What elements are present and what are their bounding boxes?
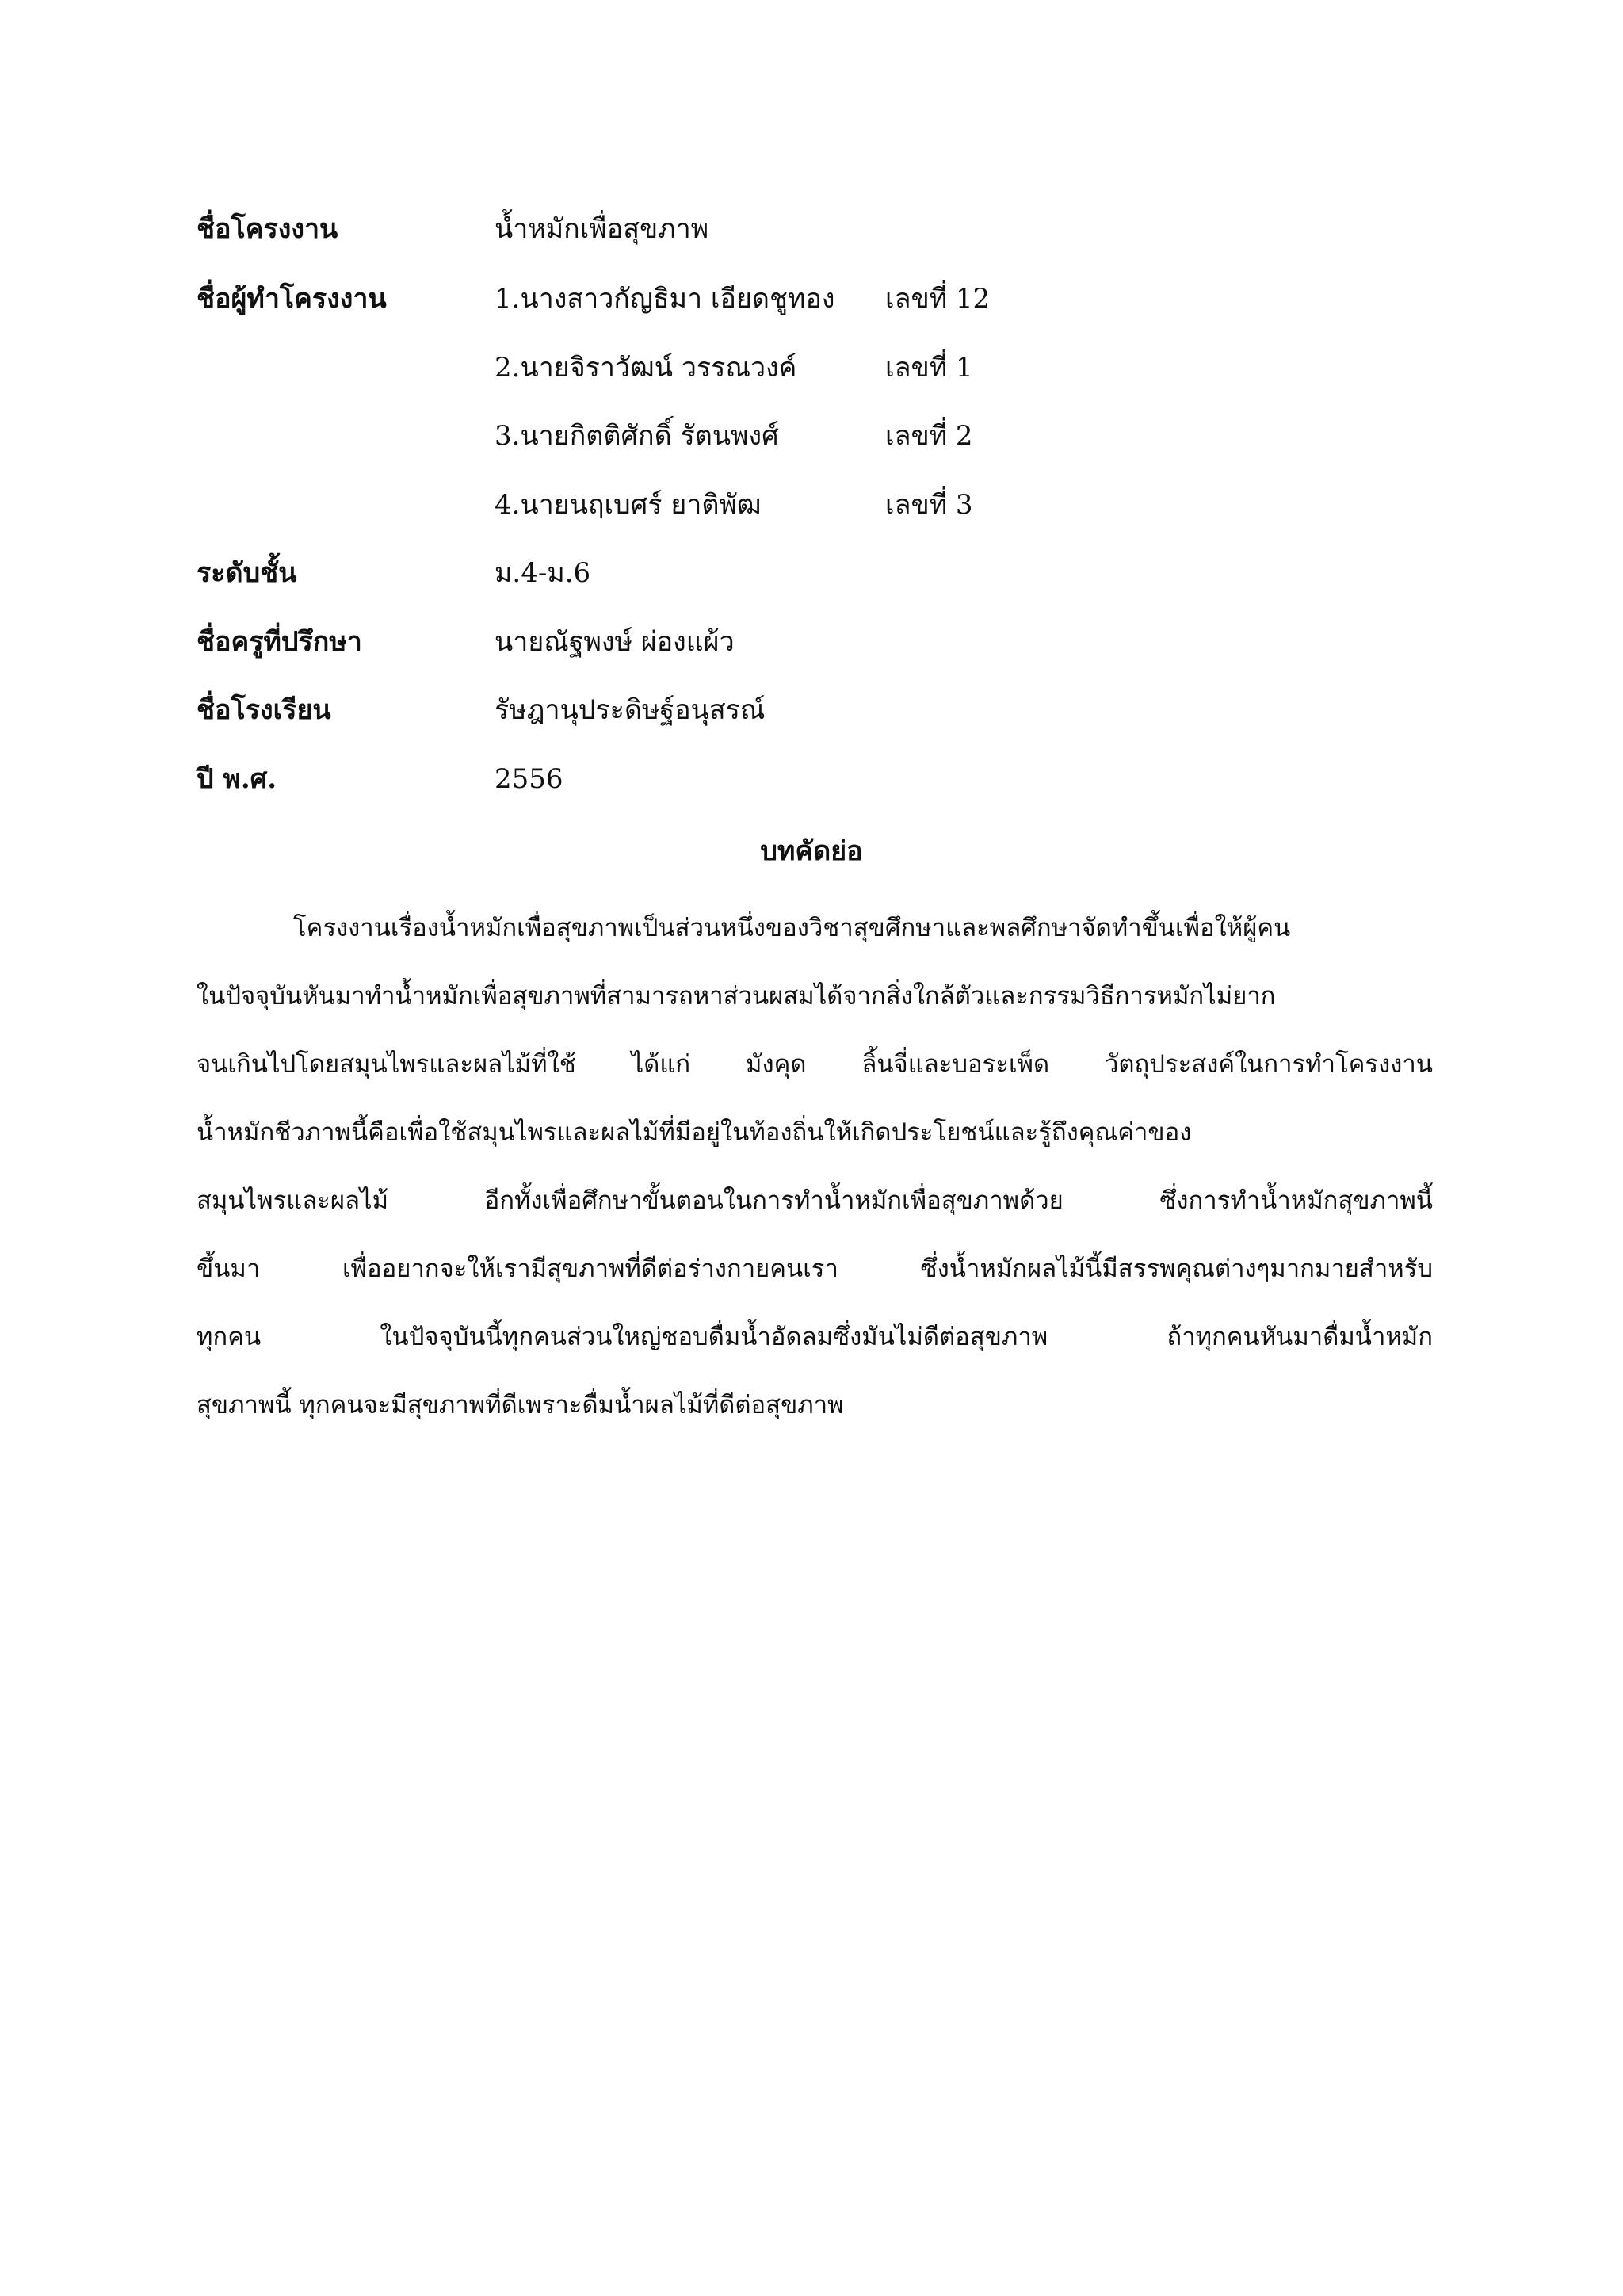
member-number: เลขที่ 2 (885, 420, 973, 452)
member-3 (495, 420, 973, 452)
member-4 (495, 489, 973, 521)
abstract-line: ในปัจจุบันหันมาทำน้ำหมักเพื่อสุขภาพที่สามารถหาส่วนผสมได้จากสิ่งใกล้ตัวและกรรมวิธีการหมักไม่ยาก (197, 982, 1276, 1010)
abstract-line: น้ำหมักชีวภาพนี้คือเพื่อใช้สมุนไพรและผลไม้ที่มีอยู่ในท้องถิ่นให้เกิดประโยชน์และรู้ถึงคุณค่าของ (197, 1118, 1192, 1147)
member-1 (495, 283, 991, 315)
abstract-title: บทคัดย่อ (760, 835, 863, 867)
year-label: ปี พ.ศ. (197, 763, 277, 795)
members-row-3 (197, 404, 1433, 468)
school-value: รัษฎานุประดิษฐ์อนุสรณ์ (495, 694, 766, 726)
members-row-1 (197, 267, 1433, 330)
abstract-line: ขึ้นมา เพื่ออยากจะให้เรามีสุขภาพที่ดีต่อร่างกายคนเรา ซึ่งน้ำหมักผลไม้นี้มีสรรพคุณต่างๆมากมายสำหรับ (197, 1255, 1433, 1283)
advisor-value: นายณัฐพงษ์ ผ่องแผ้ว (495, 626, 735, 658)
members-row-4 (197, 473, 1433, 537)
abstract-line: โครงงานเรื่องน้ำหมักเพื่อสุขภาพเป็นส่วนหนึ่งของวิชาสุขศึกษาและพลศึกษาจัดทำขึ้นเพื่อให้ผู้คน (293, 914, 1291, 942)
project-title-value: น้ำหมักเพื่อสุขภาพ (495, 213, 709, 245)
year-row (197, 747, 1433, 811)
school-label: ชื่อโรงเรียน (197, 694, 331, 726)
member-name: 3.นายกิตติศักดิ์ รัตนพงศ์ (495, 420, 779, 452)
member-name: 1.นางสาวกัญธิมา เอียดชูทอง (495, 283, 835, 315)
abstract-body (197, 894, 1433, 1439)
project-title-label: ชื่อโครงงาน (197, 213, 338, 245)
abstract-line: สุขภาพนี้ ทุกคนจะมีสุขภาพที่ดีเพราะดื่มน้ำผลไม้ที่ดีต่อสุขภาพ (197, 1391, 844, 1419)
abstract-line: จนเกินไปโดยสมุนไพรและผลไม้ที่ใช้ ได้แก่ มังคุด ลิ้นจี่และบอระเพ็ด วัตถุประสงค์ในการทำโครงงาน (197, 1050, 1433, 1079)
year-value: 2556 (495, 763, 563, 795)
abstract-line: ทุกคน ในปัจจุบันนี้ทุกคนส่วนใหญ่ชอบดื่มน้ำอัดลมซึ่งมันไม่ดีต่อสุขภาพ ถ้าทุกคนหันมาดื่มน้ำหมัก (197, 1323, 1433, 1351)
project-title-row (197, 197, 1433, 261)
level-row (197, 541, 1433, 605)
member-number: เลขที่ 12 (885, 283, 991, 315)
members-label: ชื่อผู้ทำโครงงาน (197, 283, 387, 315)
member-name: 2.นายจิราวัฒน์ วรรณวงค์ (495, 352, 797, 384)
member-number: เลขที่ 3 (885, 489, 973, 521)
level-label: ระดับชั้น (197, 557, 297, 589)
school-row (197, 678, 1433, 742)
advisor-row (197, 610, 1433, 674)
abstract-line: สมุนไพรและผลไม้ อีกทั้งเพื่อศึกษาขั้นตอนในการทำน้ำหมักเพื่อสุขภาพด้วย ซึ่งการทำน้ำหมักสุขภาพนี้ (197, 1186, 1433, 1215)
member-name: 4.นายนฤเบศร์ ยาติพัฒ (495, 489, 762, 521)
advisor-label: ชื่อครูที่ปรึกษา (197, 626, 362, 658)
level-value: ม.4-ม.6 (495, 557, 591, 589)
member-number: เลขที่ 1 (885, 352, 973, 384)
members-row-2 (197, 336, 1433, 399)
member-2 (495, 352, 973, 384)
